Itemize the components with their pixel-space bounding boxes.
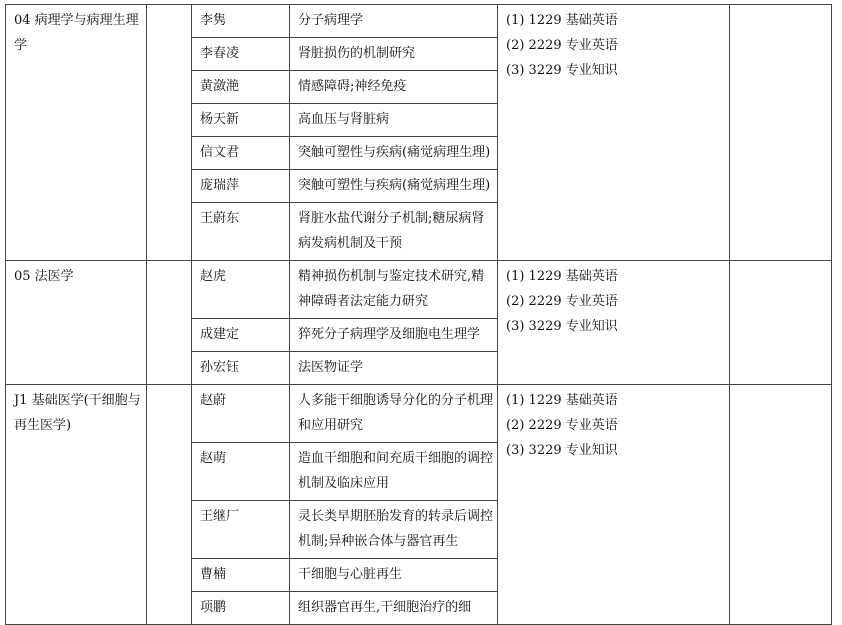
research-direction: 法医物证学 (290, 352, 498, 385)
advisor-name: 项鹏 (192, 592, 290, 625)
exam-subjects-cell (498, 261, 730, 385)
exam-subjects-cell (498, 385, 730, 625)
advisor-name: 黄潋滟 (192, 71, 290, 104)
notes-cell (730, 261, 832, 385)
exam-subjects-cell (498, 5, 730, 261)
research-direction: 组织器官再生,干细胞治疗的细 (290, 592, 498, 625)
exam-subject: (2) 2229 专业英语 (506, 418, 618, 433)
advisor-name: 王蔚东 (192, 203, 290, 261)
research-direction: 高血压与肾脏病 (290, 104, 498, 137)
notes-cell (730, 5, 832, 261)
research-direction: 突触可塑性与疾病(痛觉病理生理) (290, 170, 498, 203)
advisor-name: 赵萌 (192, 443, 290, 501)
exam-subject: (3) 3229 专业知识 (506, 319, 618, 334)
research-direction: 人多能干细胞诱导分化的分子机理和应用研究 (290, 385, 498, 443)
research-direction: 突触可塑性与疾病(痛觉病理生理) (290, 137, 498, 170)
research-direction: 肾脏水盐代谢分子机制;糖尿病肾病发病机制及干预 (290, 203, 498, 261)
research-direction: 精神损伤机制与鉴定技术研究,精神障碍者法定能力研究 (290, 261, 498, 319)
exam-subject: (2) 2229 专业英语 (506, 294, 618, 309)
advisor-name: 庞瑞萍 (192, 170, 290, 203)
blank-cell (147, 5, 192, 261)
exam-subject: (1) 1229 基础英语 (506, 13, 618, 28)
major-name: J1 基础医学(干细胞与再生医学) (14, 393, 141, 433)
major-cell (6, 261, 147, 385)
advisor-name: 李隽 (192, 5, 290, 38)
major-cell (6, 5, 147, 261)
advisor-name: 曹楠 (192, 559, 290, 592)
advisor-name: 李春凌 (192, 38, 290, 71)
blank-cell (147, 261, 192, 385)
advisor-name: 孙宏钰 (192, 352, 290, 385)
research-direction: 肾脏损伤的机制研究 (290, 38, 498, 71)
exam-subject: (1) 1229 基础英语 (506, 269, 618, 284)
table-row (6, 5, 832, 38)
major-name: 04 病理学与病理生理学 (14, 13, 139, 53)
research-direction: 分子病理学 (290, 5, 498, 38)
research-direction: 猝死分子病理学及细胞电生理学 (290, 319, 498, 352)
table-row (6, 385, 832, 443)
program-table (5, 4, 832, 625)
advisor-name: 成建定 (192, 319, 290, 352)
advisor-name: 王继厂 (192, 501, 290, 559)
blank-cell (147, 385, 192, 625)
table-row (6, 261, 832, 319)
advisor-name: 赵蔚 (192, 385, 290, 443)
advisor-name: 赵虎 (192, 261, 290, 319)
exam-subject: (3) 3229 专业知识 (506, 63, 618, 78)
exam-subject: (2) 2229 专业英语 (506, 38, 618, 53)
exam-subject: (1) 1229 基础英语 (506, 393, 618, 408)
research-direction: 灵长类早期胚胎发育的转录后调控机制;异种嵌合体与器官再生 (290, 501, 498, 559)
notes-cell (730, 385, 832, 625)
advisor-name: 信文君 (192, 137, 290, 170)
research-direction: 造血干细胞和间充质干细胞的调控机制及临床应用 (290, 443, 498, 501)
research-direction: 情感障碍;神经免疫 (290, 71, 498, 104)
exam-subject: (3) 3229 专业知识 (506, 443, 618, 458)
advisor-name: 杨天新 (192, 104, 290, 137)
research-direction: 干细胞与心脏再生 (290, 559, 498, 592)
major-cell (6, 385, 147, 625)
major-name: 05 法医学 (14, 269, 74, 284)
